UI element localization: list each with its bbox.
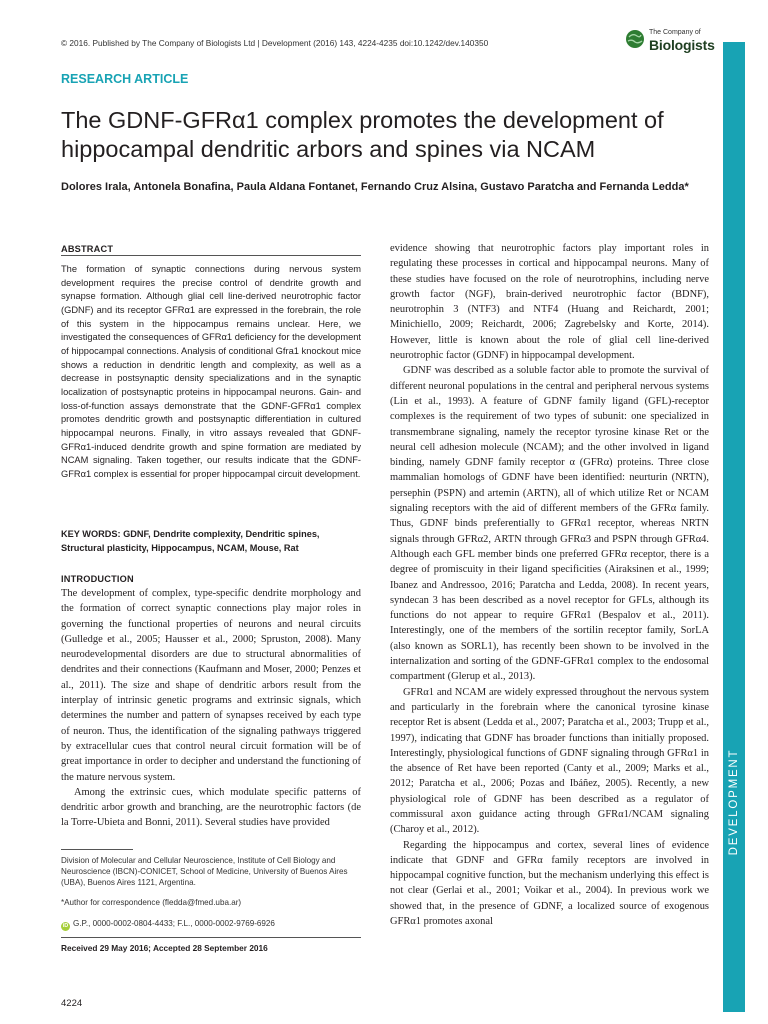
introduction-heading: INTRODUCTION — [61, 574, 134, 584]
logo-top-text: The Company of — [649, 29, 701, 36]
abstract-text: The formation of synaptic connections during nervous system development requires the precise control of dendrite growth and synapse formation. Although glial cell line-derived neurotrophic factor (GDNF) and its receptor GFRα1 are expressed in the forebrain, the role of this system in the hippocampus remains unclear. Here, we investigated the consequences of GFRα1 deficiency for the development of hippocampal connections. Analysis of conditional Gfra1 knockout mice shows a reduction in dendritic length and complexity, as well as a decrease in postsynaptic density specializations and in the synaptic localization of postsynaptic proteins in hippocampal neurons. Gain- and loss-of-function assays demonstrate that the GDNF-GFRα1 complex promotes dendritic growth and postsynaptic differentiation in cultured hippocampal neurons. Finally, in vitro assays revealed that GDNF-GFRα1-induced dendrite growth and spine formation are mediated by NCAM signaling. Taken together, our results indicate that the GDNF-GFRα1 complex is essential for proper hippocampal circuit development. — [61, 264, 361, 479]
right-column-body — [390, 241, 709, 929]
orcid-line — [61, 918, 361, 931]
body-paragraph: GFRα1 and NCAM are widely expressed throughout the nervous system and particularly in the forebrain where the canonical tyrosine kinase receptor Ret is absent (Ledda et al., 2007; Paratcha et al., 2003; Trupp et al., 1997), indicating that GDNF has broader functions than initially proposed. Interestingly, physiological functions of GDNF signaling through GFRα1 in the absence of Ret have been reported (Canty et al., 2009; Marks et al., 2012; Paratcha et al., 2006; Pozas and Ibáñez, 2005). Recently, a new physiological role of GDNF has been described as a regulator of commissural axon guidance acting through GFRα1/NCAM signaling (Charoy et al., 2012). — [390, 686, 709, 836]
globe-icon — [625, 29, 645, 49]
article-title: The GDNF-GFRα1 complex promotes the development of hippocampal dendritic arbors and spines via NCAM — [61, 107, 664, 162]
intro-paragraph: The development of complex, type-specific dendrite morphology and the formation of correct synaptic connections play major roles in governing the functional properties of neurons and neural circuits (Gulledge et al., 2005; Hausser et al., 2000; Spruston, 2008). Many neurodevelopmental disorders are due to structural abnormalities of dendrites and their connections (Kaufmann and Moser, 2000; Penzes et al., 2011). The size and shape of dendritic arbors result from the interplay of intrinsic genetic programs and extrinsic signals, which determines the number and pattern of synapses received by each type of neuron. Thus, the identification of the signaling pathways triggered by extracellular cues that control neural circuit formation will be of great importance in order to decipher and understand the functioning of the mature nervous system. — [61, 588, 361, 783]
body-paragraph: Regarding the hippocampus and cortex, several lines of evidence indicate that GDNF and GFRα family receptors are involved in hippocampal cognitive function, but the mechanism underlying this effect is not clear (Gerlai et al., 2001; Voikar et al., 2004). In previous work we showed that, in the presence of GDNF, a localized source of exogenous GFRα1 promotes axonal — [390, 839, 709, 928]
page-number: 4224 — [61, 998, 83, 1009]
body-paragraph: evidence showing that neurotrophic factors play important roles in regulating these processes in cortical and hippocampal neurons. Many of these studies have focused on the role of neurotrophins, including nerve growth factor (NGF), brain-derived neurotrophic factor (BDNF), neurotrophin 3 (NTF3) and NTF4 (Huang and Reichardt, 2001; Minichiello, 2009; Reichardt, 2006; Zagrebelsky and Korte, 2014). However, little is known about the role of glial cell line-derived neurotrophic factor (GDNF) in hippocampal development. — [390, 243, 709, 362]
correspondence: *Author for correspondence (fledda@fmed.uba.ar) — [61, 898, 242, 907]
author-list: Dolores Irala, Antonela Bonafina, Paula Aldana Fontanet, Fernando Cruz Alsina, Gustavo Paratcha and Fernanda Ledda* — [61, 181, 689, 193]
intro-paragraph: Among the extrinsic cues, which modulate specific patterns of dendritic arbor growth and branching, are the neurotrophic factors (de la Torre-Ubieta and Bonni, 2011). Several studies have provided — [61, 786, 361, 829]
journal-sidebar — [723, 42, 745, 1012]
body-paragraph: GDNF was described as a soluble factor able to promote the survival of different neuronal populations in the central and peripheral nervous systems (Lin et al., 1993). A feature of GDNF family ligand (GFL)-receptor complexes is the requirement of two types of subunit: one specialized in transmembrane signaling, namely the receptor tyrosine kinase Ret or the neural cell adhesion molecule (NCAM); and the other involved in ligand binding, namely GDNF family receptor α (GFRα) proteins. Three close mammalian homologs of GDNF have been identified: neurturin (NRTN), persephin (PSPN) and artemin (ARTN), all of which utilize Ret or NCAM signaling receptors with the aid of different members of the GFRα family. Thus, GDNF binds preferentially to GFRα1 receptor, whereas NRTN signals through GFRα2, ARTN through GFRα3 and PSPN through GFRα4. Although each GFL member binds one preferred GFRα receptor, there is a degree of promiscuity in their ligand specificities (Airaksinen et al., 1999; Ibanez and Andressoo, 2016; Paratcha and Ledda, 2008). In recent years, syndecan 3 has been described as a novel receptor for GFLs, although its functions do not appear to require GFRα1 (Bespalov et al., 2011). Interestingly, one of the members of the sortilin receptor family, SorLA (also known as SORL1), has recently been shown to be involved in the internalization and sorting of the GDNF-GFRα1 complex to the endosomal compartment (Glerup et al., 2013). — [390, 365, 709, 683]
footnote-divider — [61, 849, 133, 850]
journal-name: DEVELOPMENT — [728, 748, 740, 856]
introduction-body — [61, 586, 361, 831]
keywords: KEY WORDS: GDNF, Dendrite complexity, Dendritic spines, Structural plasticity, Hippocampus, NCAM, Mouse, Rat — [61, 529, 320, 553]
article-type: RESEARCH ARTICLE — [61, 72, 189, 86]
received-dates: Received 29 May 2016; Accepted 28 September 2016 — [61, 943, 268, 953]
abstract-heading: ABSTRACT — [61, 244, 114, 254]
publisher-logo — [625, 27, 715, 55]
affiliation: Division of Molecular and Cellular Neuroscience, Institute of Cell Biology and Neuroscience (IBCN)-CONICET, School of Medicine, University of Buenos Aires (UBA), Buenos Aires 1121, Argentina. — [61, 856, 348, 887]
abstract-divider — [61, 255, 361, 256]
orcid-icon: iD — [62, 923, 69, 929]
citation-header: © 2016. Published by The Company of Biologists Ltd | Development (2016) 143, 4224-4235 doi:10.1242/dev.140350 — [61, 38, 489, 48]
received-divider — [61, 937, 361, 938]
logo-main-text: Biologists — [649, 37, 715, 53]
orcid-ids: G.P., 0000-0002-0804-4433; F.L., 0000-0002-9769-6926 — [73, 919, 275, 928]
